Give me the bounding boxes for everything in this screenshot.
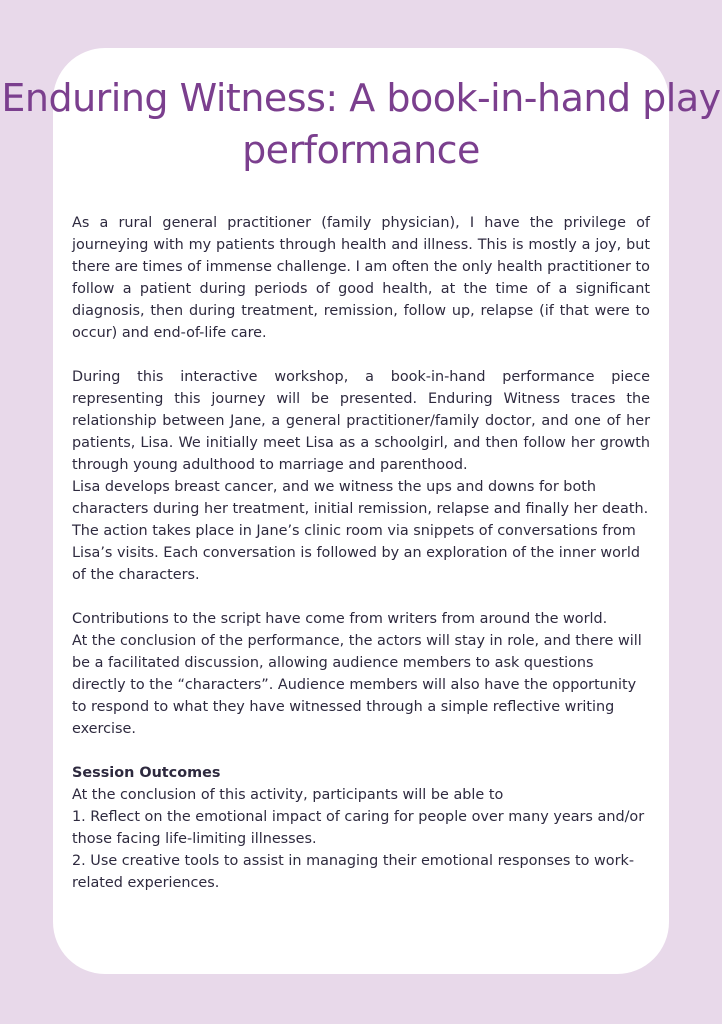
session-outcomes-heading: Session Outcomes — [72, 765, 221, 781]
action-paragraph: The action takes place in Jane’s clinic room via snippets of conversations from Lisa’s visits. Each conversation is followed by an exploration of the inner world of the characters. — [72, 523, 640, 583]
workshop-paragraph: During this interactive workshop, a book-in-hand performance piece representing this journey will be presented. Enduring Witness traces the relationship between Jane, a general practitioner/family doctor, and one of her patients, Lisa. We initially meet Lisa as a schoolgirl, and then follow her growth through young adulthood to marriage and parenthood. — [72, 369, 650, 473]
paragraph-spacer — [72, 344, 650, 366]
paragraph-spacer — [72, 740, 650, 762]
conclusion-paragraph: At the conclusion of the performance, the actors will stay in role, and there will be a facilitated discussion, allowing audience members to ask questions directly to the “characters”. Audience members will also have the opportunity to respond to what they have witnessed through a simple reflective writing exercise. — [72, 633, 642, 737]
cancer-paragraph: Lisa develops breast cancer, and we witness the ups and downs for both characters during her treatment, initial remission, relapse and finally her death. — [72, 479, 649, 517]
contributions-paragraph: Contributions to the script have come from writers from around the world. — [72, 611, 608, 627]
outcomes-lead: At the conclusion of this activity, participants will be able to — [72, 787, 504, 803]
page-title: Enduring Witness: A book-in-hand play performance — [1, 76, 721, 172]
paragraph-spacer — [72, 586, 650, 608]
body-text — [72, 212, 650, 894]
outcome-item-1: 1. Reflect on the emotional impact of caring for people over many years and/or those facing life-limiting illnesses. — [72, 809, 645, 847]
intro-paragraph: As a rural general practitioner (family physician), I have the privilege of journeying with my patients through health and illness. This is mostly a joy, but there are times of immense challenge. I am often the only health practitioner to follow a patient during periods of good health, at the time of a significant diagnosis, then during treatment, remission, follow up, relapse (if that were to occur) and end-of-life care. — [72, 215, 650, 341]
outcome-item-2: 2. Use creative tools to assist in managing their emotional responses to work-related experiences. — [72, 853, 635, 891]
